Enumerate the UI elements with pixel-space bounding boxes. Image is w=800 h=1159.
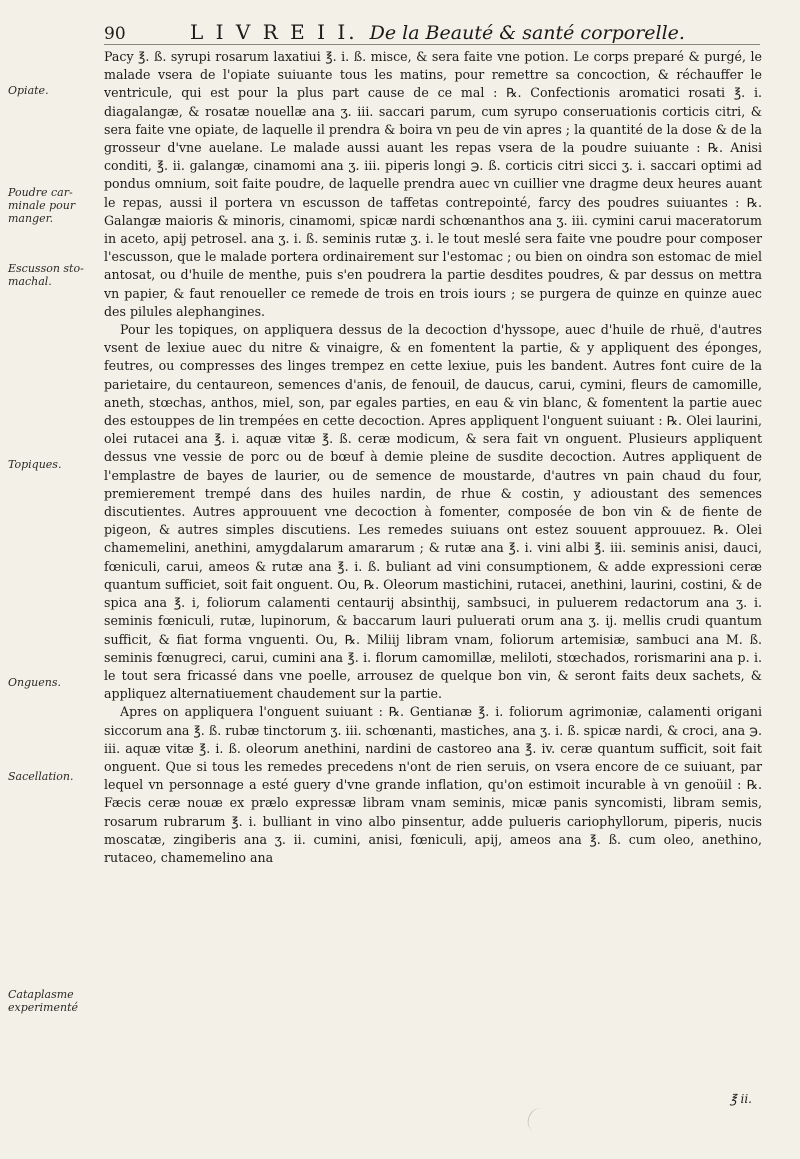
paragraph: Pour les topiques, on appliquera dessus de la decoction d'hyssope, auec d'huile de rhuë, d'autres vsent de lexiue auec du nitre & vinaigre, & en fomentent la partie, & y appliquent des éponges, feutres, ou compresses des linges trempez en cette lexiue, puis les bandent. Autres font cuire de la parietaire, du centaureon, semences d'anis, de fenouil, de daucus, carui, cymini, fleurs de camomille, aneth, stœchas, anthos, miel, son, par egales parties, en eau & vin blanc, & fomentent la partie auec des estouppes de lin trempées en cette decoction. Apres appliquent l'onguent suiuant : ℞. Olei laurini, olei rutacei ana ℥. i. aquæ vitæ ℥. ß. ceræ modicum, & sera fait vn onguent. Plusieurs appliquent dessus vne vessie de porc ou de bœuf à demie pleine de susdite decoction. Autres appliquent de l'emplastre de bayes de laurier, ou de semence de moustarde, d'autres vn pain chaud du four, premierement trempé dans des huiles nardin, de rhue & costin, y adioustant des semences discutientes. Autres approuuent vne decoction à fomenter, composée de bon vin & de fiente de pigeon, & autres simples discutiens. Les remedes suiuans ont estez souuent approuuez. ℞. Olei chamemelini, anethini, amygdalarum amararum ; & rutæ ana ℥. i. vini albi ℥. iii. seminis anisi, dauci, fœniculi, carui, ameos & rutæ ana ℥. i. ß. buliant ad vini consumptionem, & adde expressioni ceræ quantum sufficiet, soit fait onguent. Ou, ℞. Oleorum mastichini, rutacei, anethini, laurini, costini, & de spica ana ℥. i, foliorum calamenti centaurij absinthij, sambsuci, in puluerem redactorum ana ʒ. i. seminis fœniculi, rutæ, lupinorum, & baccarum lauri puluerati orum ana ʒ. ij. mellis crudi quantum sufficit, & fiat forma vnguenti. Ou, ℞. Miliij libram vnam, foliorum artemisiæ, sambuci ana M. ß. seminis fœnugreci, carui, cumini ana ℥. i. florum camomillæ, meliloti, stœchados, rorismarini ana p. i. le tout sera fricassé dans vne poelle, arrousez de quelque bon vin, & seront faits deux sachets, & appliquez alternatiuement chaudement sur la partie. — [104, 322, 762, 702]
margin-note-onguens: Onguens. — [8, 676, 61, 689]
margin-note-opiate: Opiate. — [8, 84, 49, 97]
margin-note-topiques: Topiques. — [8, 458, 62, 471]
page-number: 90 — [104, 24, 126, 44]
running-header — [104, 10, 760, 45]
catchword: ℥ ii. — [729, 1092, 752, 1106]
running-title: L I V R E I I. — [190, 20, 358, 44]
margin-note-cataplasme: Cataplasme experimenté — [8, 988, 78, 1014]
margin-note-escusson: Escusson sto-machal. — [8, 262, 84, 288]
body-text — [104, 48, 762, 867]
running-subtitle: De la Beauté & santé corporelle. — [369, 22, 685, 44]
margin-note-sacellation: Sacellation. — [8, 770, 74, 783]
margin-note-poudre: Poudre car-minale pour manger. — [8, 186, 76, 225]
paragraph: Apres on appliquera l'onguent suiuant : ℞. Gentianæ ℥. i. foliorum agrimoniæ, calamenti origani siccorum ana ℥. ß. rubæ tinctorum ʒ. iii. schœnanti, mastiches, ana ʒ. i. ß. spicæ nardi, & croci, ana ℈. iii. aquæ vitæ ℥. i. ß. oleorum anethini, nardini de castoreo ana ℥. iv. ceræ quantum sufficit, soit fait onguent. Que si tous les remedes precedens n'ont de rien seruis, on vsera encore de ce suiuant, par lequel vn personnage a esté guery d'vne grande inflation, qu'on estimoit incurable à vn genoüil : ℞. Fæcis ceræ nouæ ex prælo expressæ libram vnam seminis, micæ panis syncomisti, libram semis, rosarum rubrarum ℥. i. bulliant in vino albo pinsentur, adde pulueris cariophyllorum, piperis, nucis moscatæ, zingiberis ana ʒ. ii. cumini, anisi, fœniculi, apij, ameos ana ℥. ß. cum oleo, anethino, rutaceo, chamemelino ana — [104, 704, 762, 865]
ink-mark — [524, 1105, 550, 1134]
paragraph: Pacy ℥. ß. syrupi rosarum laxatiui ℥. i. ß. misce, & sera faite vne potion. Le corps preparé & purgé, le malade vsera de l'opiate suiuante tous les matins, pour remettre sa concoction, & réchauffer le ventricule, qui est pour la plus part cause de ce mal : ℞. Confectionis aromatici rosati ℥. i. diagalangæ, & rosatæ nouellæ ana ʒ. iii. saccari parum, cum syrupo conseruationis corticis citri, & sera faite vne opiate, de laquelle il prendra & boira vn peu de vin apres ; la quantité de la dose & de la grosseur d'vne auelane. Le malade aussi auant les repas vsera de la poudre suiuante : ℞. Anisi conditi, ℥. ii. galangæ, cinamomi ana ʒ. iii. piperis longi ℈. ß. corticis citri sicci ʒ. i. saccari optimi ad pondus omnium, soit faite poudre, de laquelle prendra auec vn cuillier vne dragme deux heures auant le repas, aussi il portera vn escusson de taffetas contrepointé, farcy des poudres suiuantes : ℞. Galangæ maioris & minoris, cinamomi, spicæ nardi schœnanthos ana ʒ. iii. cymini carui maceratorum in aceto, apij petrosel. ana ʒ. i. ß. seminis rutæ ʒ. i. le tout meslé sera faite vne poudre pour composer l'escusson, que le malade portera ordinairement sur l'estomac ; ou bien on oindra son estomac de miel antosat, ou d'huile de menthe, puis s'en poudrera la partie desdites poudres, & par dessus on mettra vn papier, & faut renoueller ce remede de trois en trois iours ; se purgera de quinze en quinze auec des pilules alephangines. — [104, 49, 762, 319]
